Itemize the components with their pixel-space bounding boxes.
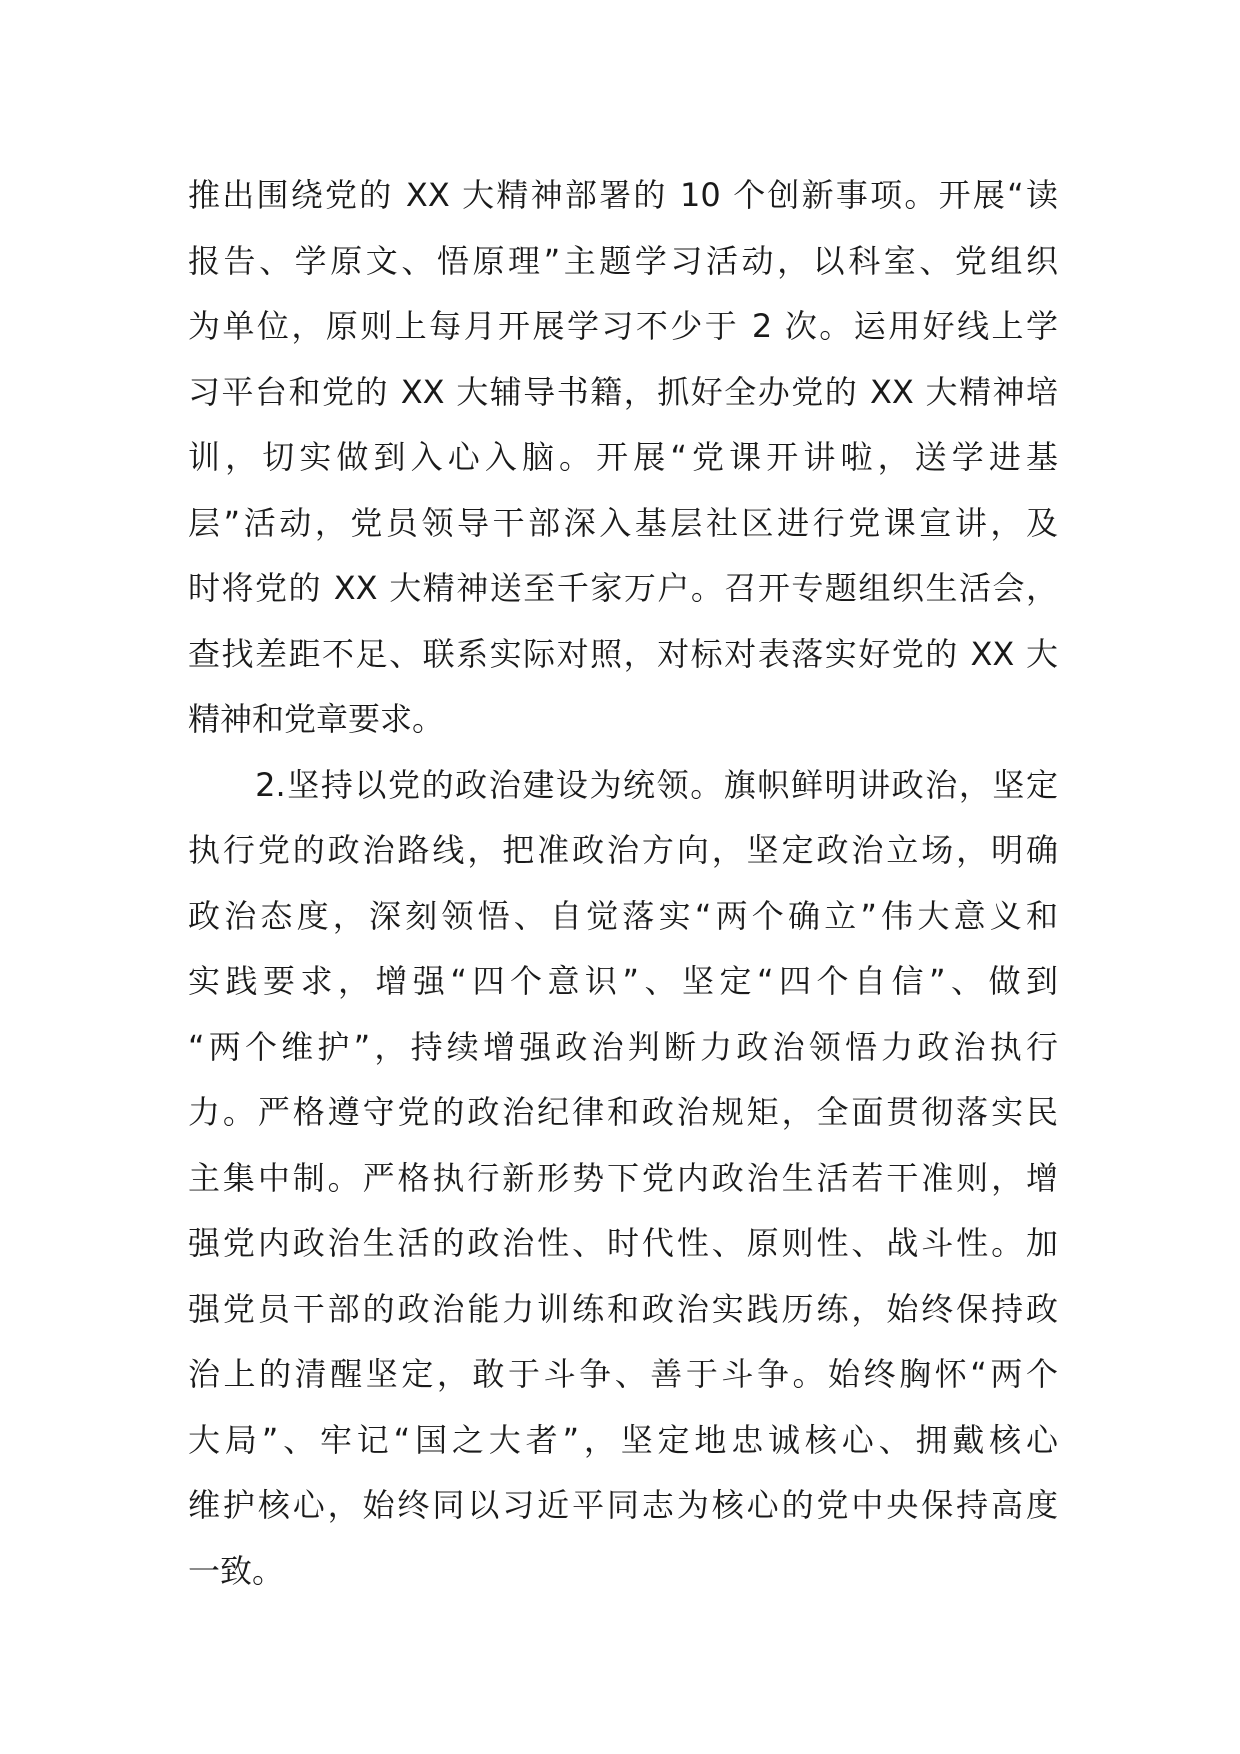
text-line: 推出围绕党的 XX 大精神部署的 10 个创新事项。开展“读: [188, 176, 1058, 214]
text-line: 一致。: [188, 1551, 285, 1590]
text-line: 主集中制。严格执行新形势下党内政治生活若干准则，增: [188, 1158, 1058, 1197]
text-line: 2.坚持以党的政治建设为统领。旗帜鲜明讲政治，坚定: [188, 765, 1058, 804]
text-line: 实践要求，增强“四个意识”、坚定“四个自信”、做到: [188, 962, 1058, 1000]
paragraph-2: [188, 753, 1058, 1605]
paragraph-1: [188, 163, 1058, 753]
text-line: 执行党的政治路线，把准政治方向，坚定政治立场，明确: [188, 831, 1058, 869]
text-line: 强党内政治生活的政治性、时代性、原则性、战斗性。加: [188, 1224, 1058, 1262]
text-line: 报告、学原文、悟原理”主题学习活动，以科室、党组织: [188, 241, 1058, 280]
text-line: 时将党的 XX 大精神送至千家万户。召开专题组织生活会，: [188, 569, 1058, 607]
text-line: 治上的清醒坚定，敢于斗争、善于斗争。始终胸怀“两个: [188, 1355, 1058, 1393]
text-line: 强党员干部的政治能力训练和政治实践历练，始终保持政: [188, 1289, 1058, 1328]
text-line: 层”活动，党员领导干部深入基层社区进行党课宣讲，及: [188, 503, 1058, 542]
text-line: 精神和党章要求。: [188, 700, 445, 738]
text-line: 政治态度，深刻领悟、自觉落实“两个确立”伟大意义和: [188, 896, 1058, 935]
document-body: [188, 163, 1058, 1604]
text-line: 训，切实做到入心入脑。开展“党课开讲啦，送学进基: [188, 438, 1058, 476]
text-line: 为单位，原则上每月开展学习不少于 2 次。运用好线上学: [188, 307, 1058, 345]
text-line: 力。严格遵守党的政治纪律和政治规矩，全面贯彻落实民: [188, 1093, 1058, 1131]
text-line: “两个维护”，持续增强政治判断力政治领悟力政治执行: [188, 1027, 1058, 1066]
text-line: 维护核心，始终同以习近平同志为核心的党中央保持高度: [188, 1486, 1058, 1524]
text-line: 查找差距不足、联系实际对照，对标对表落实好党的 XX 大: [188, 634, 1058, 673]
text-line: 习平台和党的 XX 大辅导书籍，抓好全办党的 XX 大精神培: [188, 372, 1058, 411]
text-line: 大局”、牢记“国之大者”，坚定地忠诚核心、拥戴核心: [188, 1420, 1058, 1459]
